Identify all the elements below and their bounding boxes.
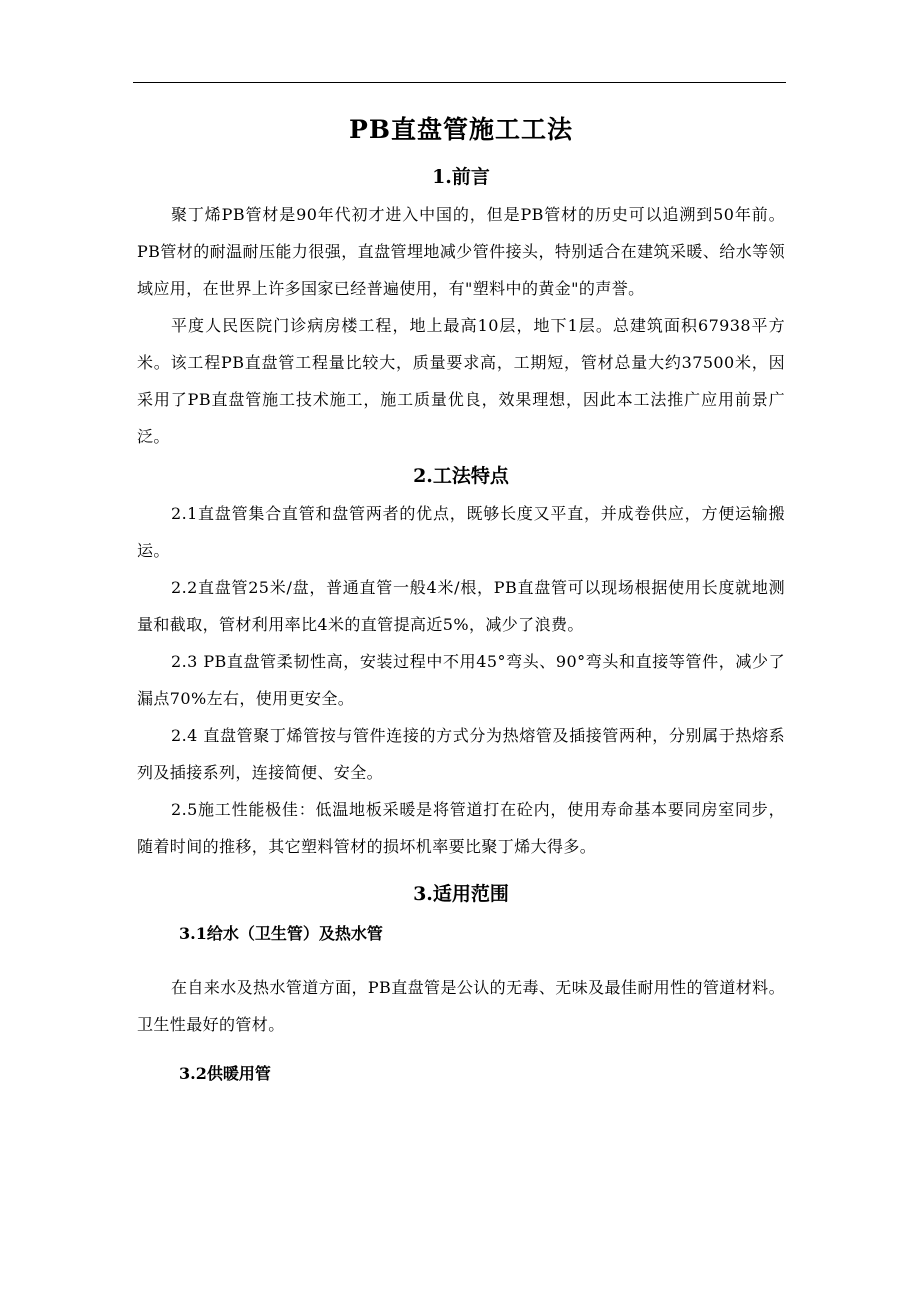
- feature-paragraph-2-1: 2.1直盘管集合直管和盘管两者的优点，既够长度又平直，并成卷供应，方便运输搬运。: [137, 504, 785, 560]
- scope-paragraph-3-1: 在自来水及热水管道方面，PB直盘管是公认的无毒、无味及最佳耐用性的管道材料。卫生性最好的管材。: [137, 978, 785, 1034]
- header-rule: [133, 82, 786, 83]
- document-title: PB直盘管施工工法: [349, 115, 573, 144]
- preface-paragraph-1: 聚丁烯PB管材是90年代初才进入中国的，但是PB管材的历史可以追溯到50年前。PB管材的耐温耐压能力很强，直盘管埋地减少管件接头，特别适合在建筑采暖、给水等领域应用，在世界上许多国家已经普遍使用，有"塑料中的黄金"的声誉。: [137, 205, 785, 298]
- feature-paragraph-2-4: 2.4 直盘管聚丁烯管按与管件连接的方式分为热熔管及插接管两种，分别属于热熔系列及插接系列，连接简便、安全。: [137, 726, 785, 782]
- subsection-heading-heating: 3.2供暖用管: [179, 1064, 271, 1083]
- feature-paragraph-2-3: 2.3 PB直盘管柔韧性高，安装过程中不用45°弯头、90°弯头和直接等管件，减少了漏点70%左右，使用更安全。: [137, 652, 785, 708]
- document-body: [137, 108, 785, 1089]
- feature-paragraph-2-2: 2.2直盘管25米/盘，普通直管一般4米/根，PB直盘管可以现场根据使用长度就地测量和截取，管材利用率比4米的直管提高近5%，减少了浪费。: [137, 578, 785, 634]
- section-heading-preface: 1.前言: [432, 166, 490, 188]
- feature-paragraph-2-5: 2.5施工性能极佳：低温地板采暖是将管道打在砼内，使用寿命基本要同房室同步，随着时间的推移，其它塑料管材的损坏机率要比聚丁烯大得多。: [137, 800, 785, 856]
- preface-paragraph-2: 平度人民医院门诊病房楼工程，地上最高10层，地下1层。总建筑面积67938平方米。该工程PB直盘管工程量比较大，质量要求高，工期短，管材总量大约37500米，因采用了PB直盘管施工技术施工，施工质量优良，效果理想，因此本工法推广应用前景广泛。: [137, 316, 785, 446]
- subsection-heading-water-supply: 3.1给水（卫生管）及热水管: [179, 924, 383, 943]
- section-heading-scope: 3.适用范围: [413, 883, 509, 905]
- section-heading-features: 2.工法特点: [413, 465, 509, 487]
